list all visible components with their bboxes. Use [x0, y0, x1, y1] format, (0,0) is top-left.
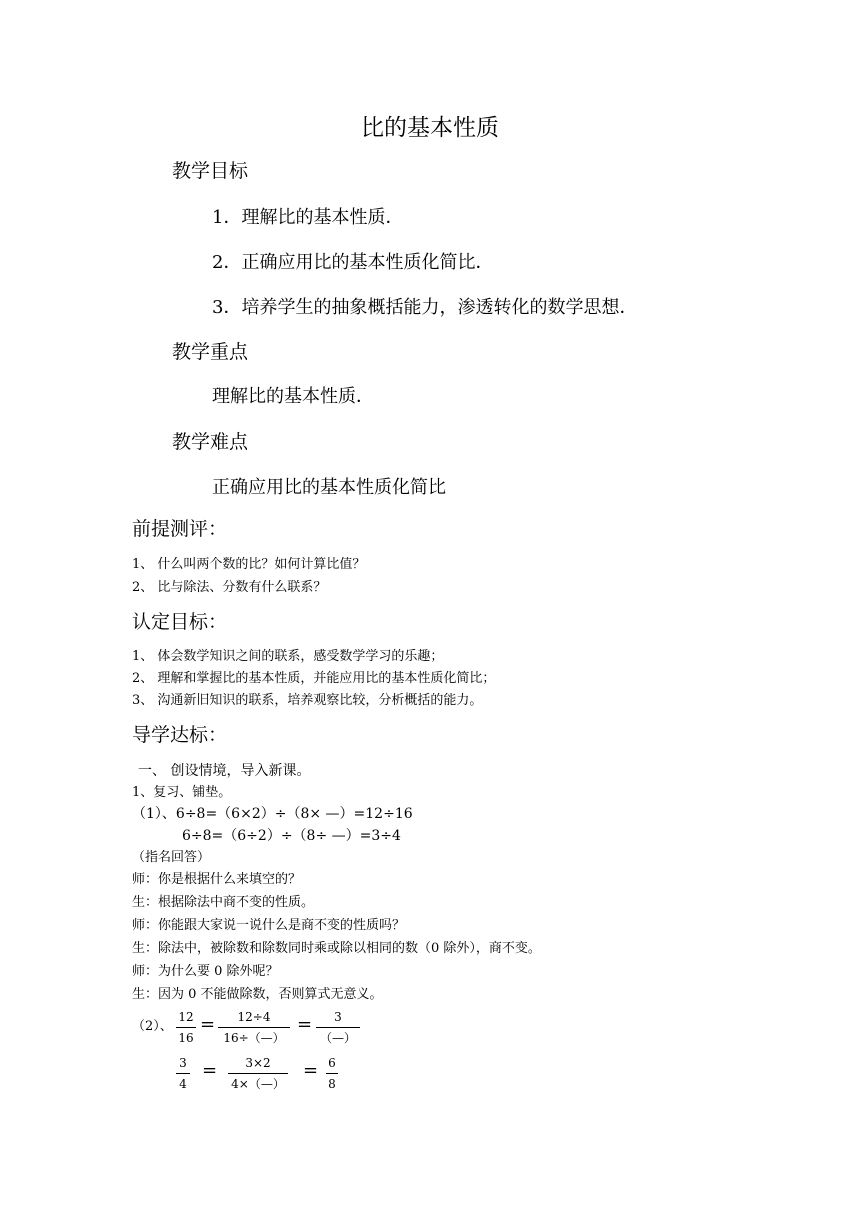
- dialogue-line-5: 生：除法中，被除数和除数同时乘或除以相同的数（0 除外），商不变。: [132, 941, 541, 956]
- fraction-denominator: 16÷（—）: [223, 1031, 285, 1045]
- fraction-numerator: 6: [328, 1056, 336, 1070]
- fraction-bar: [316, 1027, 360, 1028]
- goals-item-3: 3、 沟通新旧知识的联系，培养观察比较，分析概括的能力。: [132, 693, 483, 708]
- fraction-12div4-16div: [218, 1010, 290, 1045]
- fraction-denominator: 8: [328, 1077, 336, 1091]
- fraction-label: （2）、: [132, 1019, 173, 1034]
- goals-item-1: 1、 体会数学知识之间的联系，感受数学学习的乐趣；: [132, 649, 444, 664]
- objective-item-3: 3．培养学生的抽象概括能力，渗透转化的数学思想．: [212, 297, 638, 318]
- fraction-denominator: 4: [179, 1077, 187, 1091]
- equals-sign: =: [202, 1060, 218, 1081]
- pretest-heading: 前提测评：: [132, 518, 228, 540]
- fraction-numerator: 3: [334, 1010, 342, 1024]
- fraction-3-blank: [316, 1010, 360, 1045]
- fraction-numerator: 12÷4: [237, 1010, 271, 1024]
- fraction-denominator: 16: [178, 1031, 194, 1045]
- part-one-heading: 一、 创设情境，导入新课。: [138, 763, 311, 779]
- equals-sign: =: [303, 1060, 319, 1081]
- document-title: 比的基本性质: [361, 115, 499, 141]
- goals-heading: 认定目标：: [132, 611, 228, 633]
- fraction-numerator: 3: [179, 1056, 187, 1070]
- dialogue-line-3: 生：根据除法中商不变的性质。: [132, 895, 315, 910]
- fraction-bar: [326, 1073, 338, 1074]
- objective-item-2: 2．正确应用比的基本性质化简比．: [212, 252, 494, 273]
- fraction-bar: [176, 1073, 190, 1074]
- fraction-denominator: （—）: [319, 1031, 356, 1045]
- fraction-bar: [228, 1073, 288, 1074]
- dialogue-line-4: 师：你能跟大家说一说什么是商不变的性质吗？: [132, 918, 406, 933]
- difficulty-text: 正确应用比的基本性质化简比: [212, 477, 446, 498]
- key-heading: 教学重点: [172, 341, 249, 363]
- fraction-bar: [218, 1027, 290, 1028]
- guide-heading: 导学达标：: [132, 724, 228, 746]
- fraction-6-8: [326, 1056, 338, 1091]
- difficulty-heading: 教学难点: [172, 431, 249, 453]
- pretest-item-1: 1、 什么叫两个数的比？如何计算比值？: [132, 557, 366, 572]
- fraction-bar: [176, 1027, 196, 1028]
- fraction-12-16: [176, 1010, 196, 1045]
- equals-sign: =: [200, 1014, 216, 1035]
- dialogue-line-1: （指名回答）: [132, 850, 211, 865]
- goals-item-2: 2、 理解和掌握比的基本性质，并能应用比的基本性质化简比；: [132, 671, 496, 686]
- equals-sign: =: [297, 1014, 313, 1035]
- fraction-3-4: [176, 1056, 190, 1091]
- fraction-3x2-4x: [228, 1056, 288, 1091]
- pretest-item-2: 2、 比与除法、分数有什么联系？: [132, 580, 327, 595]
- fraction-denominator: 4×（—）: [231, 1077, 285, 1091]
- objectives-heading: 教学目标: [172, 160, 249, 182]
- equation-2: 6÷8=（6÷2）÷（8÷ —）=3÷4: [182, 828, 401, 844]
- dialogue-line-7: 生：因为 0 不能做除数，否则算式无意义。: [132, 987, 383, 1002]
- dialogue-line-2: 师：你是根据什么来填空的？: [132, 872, 302, 887]
- key-text: 理解比的基本性质．: [212, 386, 374, 407]
- equation-1: （1）、6÷8=（6×2）÷（8× —）=12÷16: [132, 806, 413, 822]
- fraction-numerator: 3×2: [245, 1056, 271, 1070]
- fraction-numerator: 12: [178, 1010, 194, 1024]
- objective-item-1: 1．理解比的基本性质．: [212, 207, 404, 228]
- dialogue-line-6: 师：为什么要 0 除外呢？: [132, 964, 279, 979]
- review-label: 1、复习、铺垫。: [132, 785, 232, 800]
